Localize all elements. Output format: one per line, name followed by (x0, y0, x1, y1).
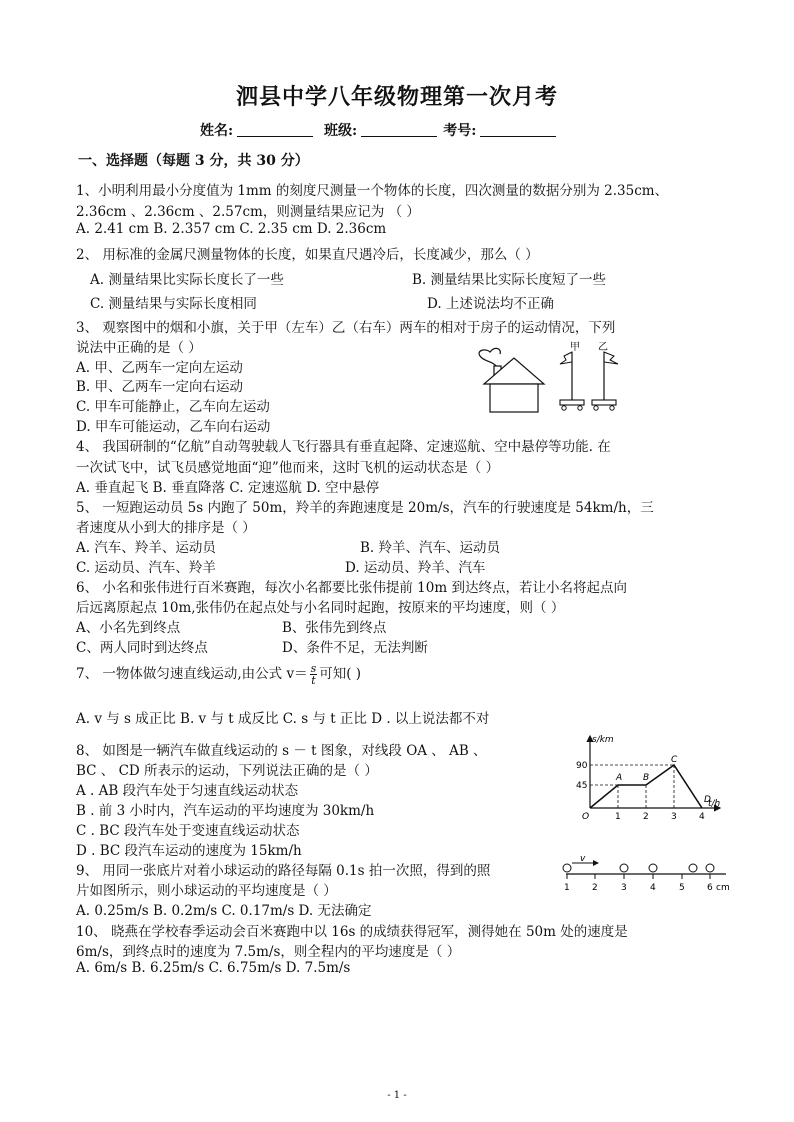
class-label: 班级: (324, 123, 358, 139)
point-d: D (704, 795, 711, 805)
q9-options: A. 0.25m/s B. 0.2m/s C. 0.17m/s D. 无法确定 (76, 903, 372, 919)
st-graph (570, 730, 730, 822)
xtick-4: 4 (699, 812, 705, 822)
ball-3 (649, 864, 657, 872)
flag-yi-label: 乙 (598, 342, 608, 353)
q7-fraction (310, 663, 318, 686)
ytick-45: 45 (576, 781, 588, 791)
q8-option-a: A . AB 段汽车处于匀速直线运动状态 (76, 783, 299, 799)
point-b: B (643, 773, 650, 783)
ball-5 (706, 864, 714, 872)
q7-stem-pre: 7、 一物体做匀速直线运动,由公式 v＝ (76, 666, 308, 682)
q2-option-d: D. 上述说法均不正确 (427, 296, 554, 312)
ruler-tick-2: 2 (592, 883, 598, 893)
xtick-2: 2 (643, 812, 649, 822)
ruler-unit: cm (716, 883, 730, 893)
q6-option-a: A、小名先到终点 (76, 620, 181, 636)
q2-option-b: B. 测量结果比实际长度短了一些 (412, 272, 607, 288)
number-blank (480, 122, 556, 137)
xtick-o: O (582, 812, 590, 822)
q5-line2: 者速度从小到大的排序是（ ） (76, 520, 256, 536)
q2-option-c: C. 测量结果与实际长度相同 (90, 296, 257, 312)
q2-option-a: A. 测量结果比实际长度长了一些 (90, 272, 284, 288)
ball-4 (689, 864, 697, 872)
q6-option-d: D、条件不足，无法判断 (282, 640, 428, 656)
xtick-1: 1 (615, 812, 621, 822)
q8-option-b: B . 前 3 小时内，汽车运动的平均速度为 30km/h (76, 803, 375, 819)
q3-line2: 说法中正确的是（ ） (76, 340, 202, 356)
number-label: 考号: (443, 123, 477, 139)
q8-option-d: D . BC 段汽车运动的速度为 15km/h (76, 843, 302, 859)
q9-line2: 片如图所示，则小球运动的平均速度是（ ） (76, 883, 337, 899)
q10-line2: 6m/s，到终点时的速度为 7.5m/s，则全程内的平均速度是（ ） (76, 944, 461, 960)
q7-options: A. v 与 s 成正比 B. v 与 t 成反比 C. s 与 t 正比 D . 以上说法都不对 (76, 711, 490, 727)
point-c: C (671, 755, 678, 765)
q6-line2: 后远离原起点 10m,张伟仍在起点处与小名同时起跑，按原来的平均速度，则（ ） (76, 600, 565, 616)
q8-line1: 8、 如图是一辆汽车做直线运动的 s － t 图象，对线段 OA 、 AB 、 (76, 743, 487, 759)
point-a: A (616, 773, 623, 783)
q4-line1: 4、 我国研制的“亿航”自动驾驶载人飞行器具有垂直起降、定速巡航、空中悬停等功能. 在 (76, 439, 611, 455)
q7-stem (76, 662, 361, 686)
page-number: - 1 - (387, 1090, 407, 1101)
ball-photo-figure (558, 852, 738, 894)
q5-option-a: A. 汽车、羚羊、运动员 (76, 540, 216, 556)
ruler-tick-6: 6 (707, 883, 713, 893)
graph-ylabel: s/km (592, 735, 614, 745)
class-blank (361, 122, 437, 137)
section-heading: 一、选择题（每题 3 分，共 30 分） (78, 153, 309, 169)
q9-line1: 9、 用同一张底片对着小球运动的路径每隔 0.1s 拍一次照，得到的照 (76, 863, 491, 879)
ball-2 (620, 864, 628, 872)
ytick-90: 90 (576, 761, 588, 771)
student-info (200, 120, 562, 140)
q6-line1: 6、 小名和张伟进行百米赛跑，每次小名都要比张伟提前 10m 到达终点，若让小名将起点向 (76, 580, 627, 596)
ruler-tick-5: 5 (679, 883, 685, 893)
q6-option-b: B、张伟先到终点 (282, 620, 387, 636)
q8-line2: BC 、 CD 所表示的运动，下列说法正确的是（ ） (76, 763, 378, 779)
q10-options: A. 6m/s B. 6.25m/s C. 6.75m/s D. 7.5m/s (76, 960, 351, 976)
house-flags-figure (470, 338, 640, 416)
q8-option-c: C . BC 段汽车处于变速直线运动状态 (76, 823, 300, 839)
q5-option-b: B. 羚羊、汽车、运动员 (360, 540, 501, 556)
q5-option-d: D. 运动员、羚羊、汽车 (345, 560, 486, 576)
velocity-label: v (580, 854, 586, 864)
q1-line1: 1、小明利用最小分度值为 1mm 的刻度尺测量一个物体的长度，四次测量的数据分别为 2.35cm、 (76, 183, 669, 199)
ruler-tick-3: 3 (621, 883, 627, 893)
q3-option-c: C. 甲车可能静止，乙车向左运动 (76, 399, 270, 415)
q10-line1: 10、 晓燕在学校春季运动会百米赛跑中以 16s 的成绩获得冠军，测得她在 50m 处的速度是 (76, 924, 628, 940)
name-label: 姓名: (200, 123, 234, 139)
q4-line2: 一次试飞中，试飞员感觉地面“迎”他而来，这时飞机的运动状态是（ ） (76, 460, 500, 476)
q7-stem-post: 可知( ) (319, 666, 362, 682)
flag-jia-label: 甲 (570, 342, 580, 353)
q1-options: A. 2.41 cm B. 2.357 cm C. 2.35 cm D. 2.36cm (76, 221, 387, 237)
ruler-tick-4: 4 (650, 883, 656, 893)
xtick-3: 3 (671, 812, 677, 822)
q3-option-a: A. 甲、乙两车一定向左运动 (76, 360, 243, 376)
q2-stem: 2、 用标准的金属尺测量物体的长度，如果直尺遇冷后，长度减少，那么（ ） (76, 247, 539, 263)
q6-option-c: C、两人同时到达终点 (76, 640, 208, 656)
ruler-tick-1: 1 (564, 883, 570, 893)
q3-line1: 3、 观察图中的烟和小旗，关于甲（左车）乙（右车）两车的相对于房子的运动情况，下列 (76, 320, 616, 336)
q7-frac-den: t (311, 674, 316, 687)
q5-option-c: C. 运动员、汽车、羚羊 (76, 560, 216, 576)
ball-1 (563, 864, 571, 872)
q1-line2: 2.36cm 、2.36cm 、2.57cm，则测量结果应记为 （ ） (76, 204, 420, 220)
q4-options: A. 垂直起飞 B. 垂直降落 C. 定速巡航 D. 空中悬停 (76, 480, 380, 496)
graph-xlabel: t/h (708, 799, 721, 809)
q7-frac-num: s (310, 662, 317, 675)
exam-title: 泗县中学八年级物理第一次月考 (235, 84, 558, 110)
q3-option-d: D. 甲车可能运动，乙车向右运动 (76, 419, 271, 435)
q5-line1: 5、 一短跑运动员 5s 内跑了 50m，羚羊的奔跑速度是 20m/s，汽车的行驶速度是 54km/h，三 (76, 500, 654, 516)
name-blank (237, 122, 313, 137)
q3-option-b: B. 甲、乙两车一定向右运动 (76, 379, 244, 395)
